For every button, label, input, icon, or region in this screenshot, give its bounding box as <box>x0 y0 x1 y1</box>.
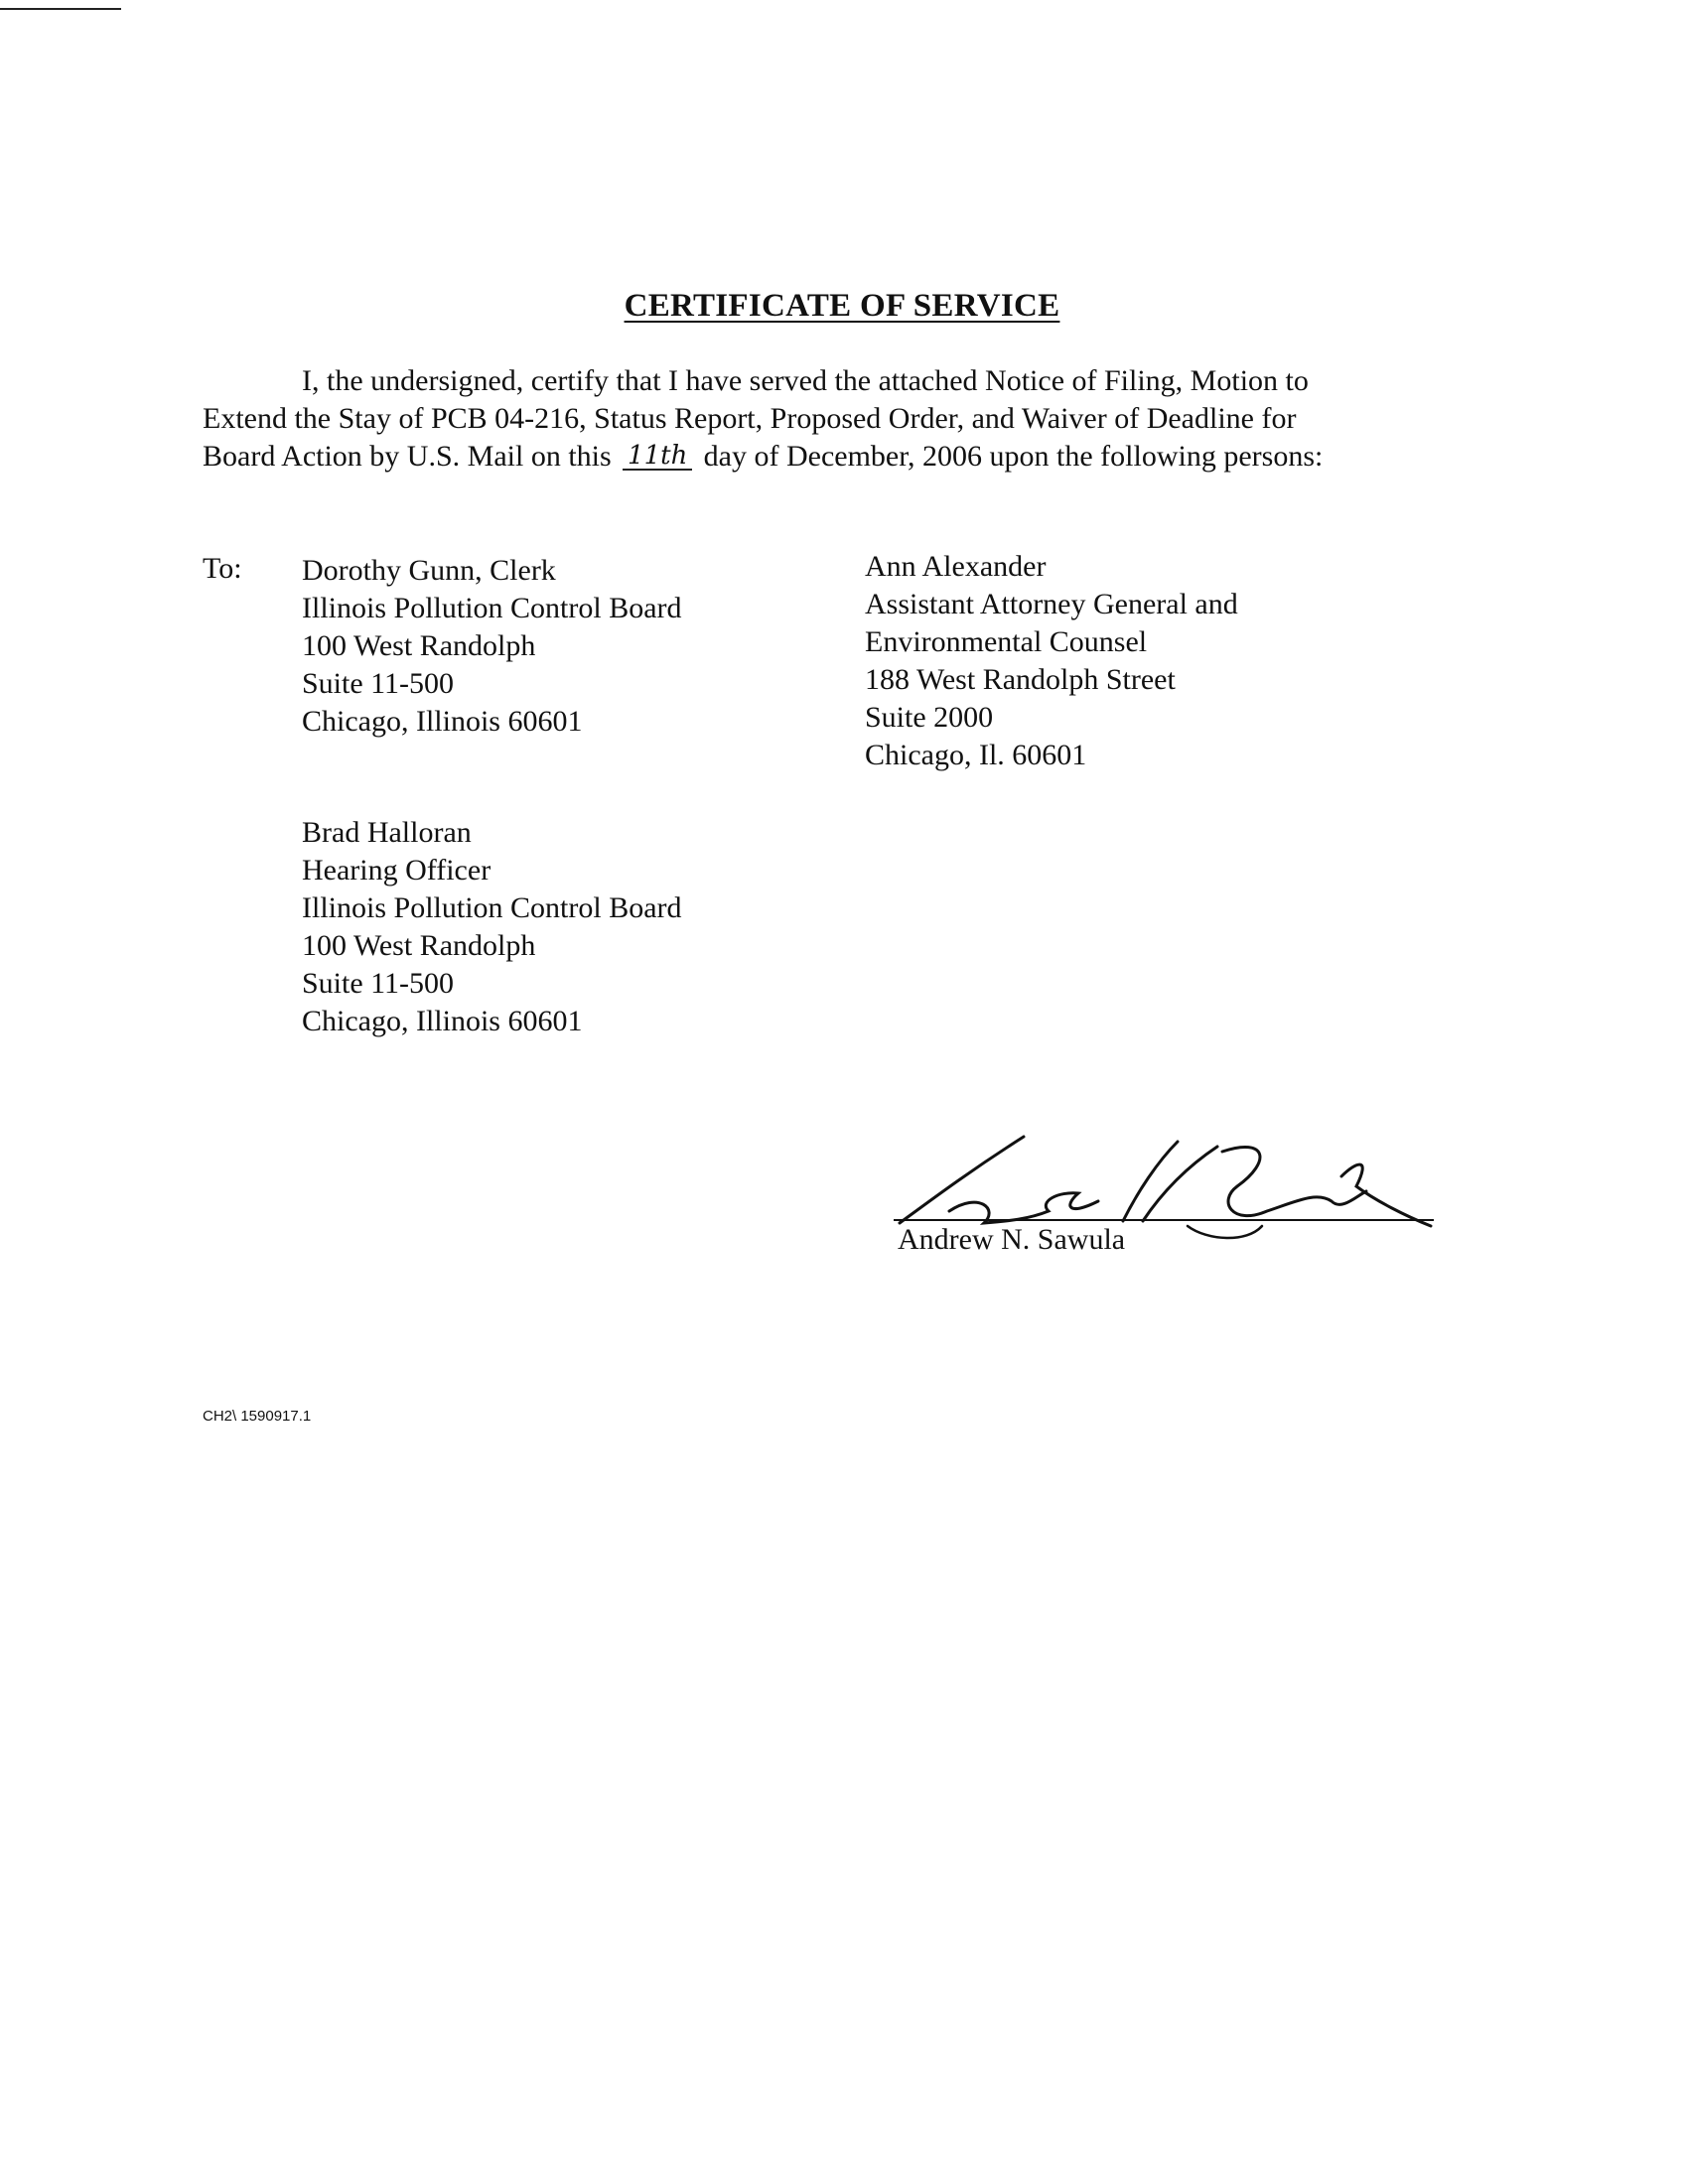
address-line: Assistant Attorney General and <box>865 588 1238 620</box>
to-label: To: <box>203 552 242 585</box>
address-line: 100 West Randolph <box>302 629 536 662</box>
address-line: Chicago, Illinois 60601 <box>302 705 583 738</box>
address-line: Illinois Pollution Control Board <box>302 891 682 924</box>
paragraph-line-2: Extend the Stay of PCB 04-216, Status Report, Proposed Order, and Waiver of Deadline for <box>203 402 1297 435</box>
address-line: Suite 2000 <box>865 701 994 734</box>
address-line: Suite 11-500 <box>302 667 455 700</box>
handwritten-day: 11th <box>623 443 692 471</box>
address-line: Chicago, Il. 60601 <box>865 739 1087 771</box>
address-line: Hearing Officer <box>302 854 491 887</box>
address-line: 100 West Randolph <box>302 929 536 962</box>
paragraph-line-3-start: Board Action by U.S. Mail on this <box>203 440 612 473</box>
document-title <box>0 288 1684 325</box>
address-line: 188 West Randolph Street <box>865 663 1176 696</box>
top-edge-rule <box>0 8 121 10</box>
address-line: Dorothy Gunn, Clerk <box>302 554 556 587</box>
signer-name: Andrew N. Sawula <box>898 1223 1126 1256</box>
address-line: Environmental Counsel <box>865 625 1148 658</box>
recipient-address-attorney-general <box>865 548 1238 774</box>
document-code: CH2\ 1590917.1 <box>203 1408 312 1425</box>
address-line: Brad Halloran <box>302 816 472 849</box>
address-line: Illinois Pollution Control Board <box>302 592 682 624</box>
paragraph-line-3-end: day of December, 2006 upon the following persons: <box>703 440 1324 473</box>
recipient-address-hearing-officer <box>302 814 682 1040</box>
paragraph-line-1: I, the undersigned, certify that I have served the attached Notice of Filing, Motion to <box>302 364 1309 397</box>
recipient-address-clerk <box>302 552 682 741</box>
address-line: Chicago, Illinois 60601 <box>302 1005 583 1037</box>
paragraph-line-3 <box>203 438 1454 476</box>
address-line: Suite 11-500 <box>302 967 455 1000</box>
address-line: Ann Alexander <box>865 550 1047 583</box>
title-text: CERTIFICATE OF SERVICE <box>624 288 1060 324</box>
certification-paragraph <box>203 362 1454 476</box>
